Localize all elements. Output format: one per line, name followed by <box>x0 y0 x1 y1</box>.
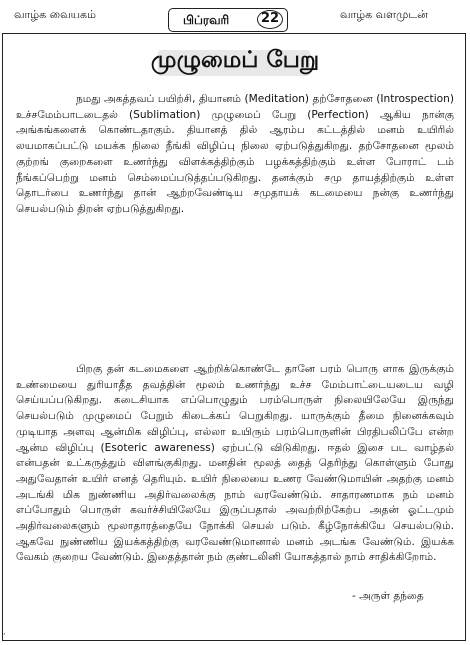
header-right-text: வாழ்க வளமுடன் <box>340 8 428 21</box>
author-signature: - அருள் தந்தை <box>352 590 424 602</box>
corner-mark: ’ <box>3 632 6 641</box>
paragraph-2: பிறகு தன் கடமைகளை ஆற்றிக்கொண்டே தானே பரம் பொரு ளாக இருக்கும் உண்மையை துரியாதீத தவத்தின் மூலம் உணர்ந்து உச்ச மேம்பாட்டையடைய வழி செய்யப்படுகிறது. கடைசியாக எப்பொழுதும் பரம்பொருள் நிலையிலேயே இருந்து செயல்படும் முழுமைப் பேறும் கிடைக்கப் பெறுகிறது. யாருக்கும் தீமை நினைக்கவும் முடியாத அளவு ஆன்மிக விழிப்பு, எல்லா உயிரும் பரம்பொருளின் பிரதிபலிப்பே என்ற ஆன்ம விழிப்பு (Esoteric awareness) ஏற்பட்டு விடுகிறது. ஈதல் இசை பட வாழ்தல் என்பதன் உட்கருத்தும் விளங்குகிறது. மனதின் மூலத் தைத் தெரிந்து கொள்ளும் போது அதுவேதான் உயிர் எனத் தெரியும். உயிர் நிலையை உணர வேண்டுமாயின் அதற்கு மனம் அடங்கி மிக நுண்ணிய அதிர்வலைக்கு நாம் வரவேண்டும். சாதாரணமாக நம் மனம் எப்போதும் பொருள் கவர்ச்சியிலேயே இருப்பதால் அவற்றிற்கேற்ப அதன் ஓட்டமும் அதிர்வலைகளும் மூலாதாரத்தையே நோக்கி செயல் படும். கீழ்நோக்கியே செயல்படும். ஆகவே நுண்ணிய இயக்கத்திற்கு வரவேண்டுமானால் மனம் அடங்க வேண்டும். இயக்க வேகம் குறைய வேண்டும். இதைத்தான் நம் குண்டலினி யோகத்தால் நாம் சாதிக்கிறோம். <box>16 363 454 564</box>
page-title: முழுமைப் பேறு <box>150 46 320 73</box>
date-box <box>168 8 288 32</box>
month-label: பிப்ரவரி <box>183 13 230 27</box>
paragraph-1: நமது அகத்தவப் பயிற்சி, தியானம் (Meditation) தற்சோதனை (Introspection) உச்சமேம்பாடடைதல் (Sublimation) முழுமைப் பேறு (Perfection) ஆகிய நான்கு அங்கங்களைக் கொண்டதாகும். தியானத் தில் ஆரம்ப கட்டத்தில் மனம் உயிரில் லயமாகப்பட்டு மயக்க நிலை நீங்கி விழிப்பு நிலை ஏற்படுத்துகிறது. தற்சோதனை மூலம் குற்றங் குறைகளை உணர்ந்து விளக்கத்திற்கும் பழக்கத்திற்கும் உள்ள போராட் டம் நீங்கப்பெற்று மனம் செம்மைப்படுத்தப்படுகிறது. தனக்கும் சமு தாயத்திற்கும் உள்ள தொடர்பை உணர்ந்து தான் ஆற்றவேண்டிய சமுதாயக் கடமையை நன்கு உணர்ந்து செயல்படும் திறன் ஏற்படுத்துகிறது. <box>16 93 454 215</box>
header-left-text: வாழ்க வையகம் <box>14 8 96 21</box>
day-number: 22 <box>257 10 283 29</box>
